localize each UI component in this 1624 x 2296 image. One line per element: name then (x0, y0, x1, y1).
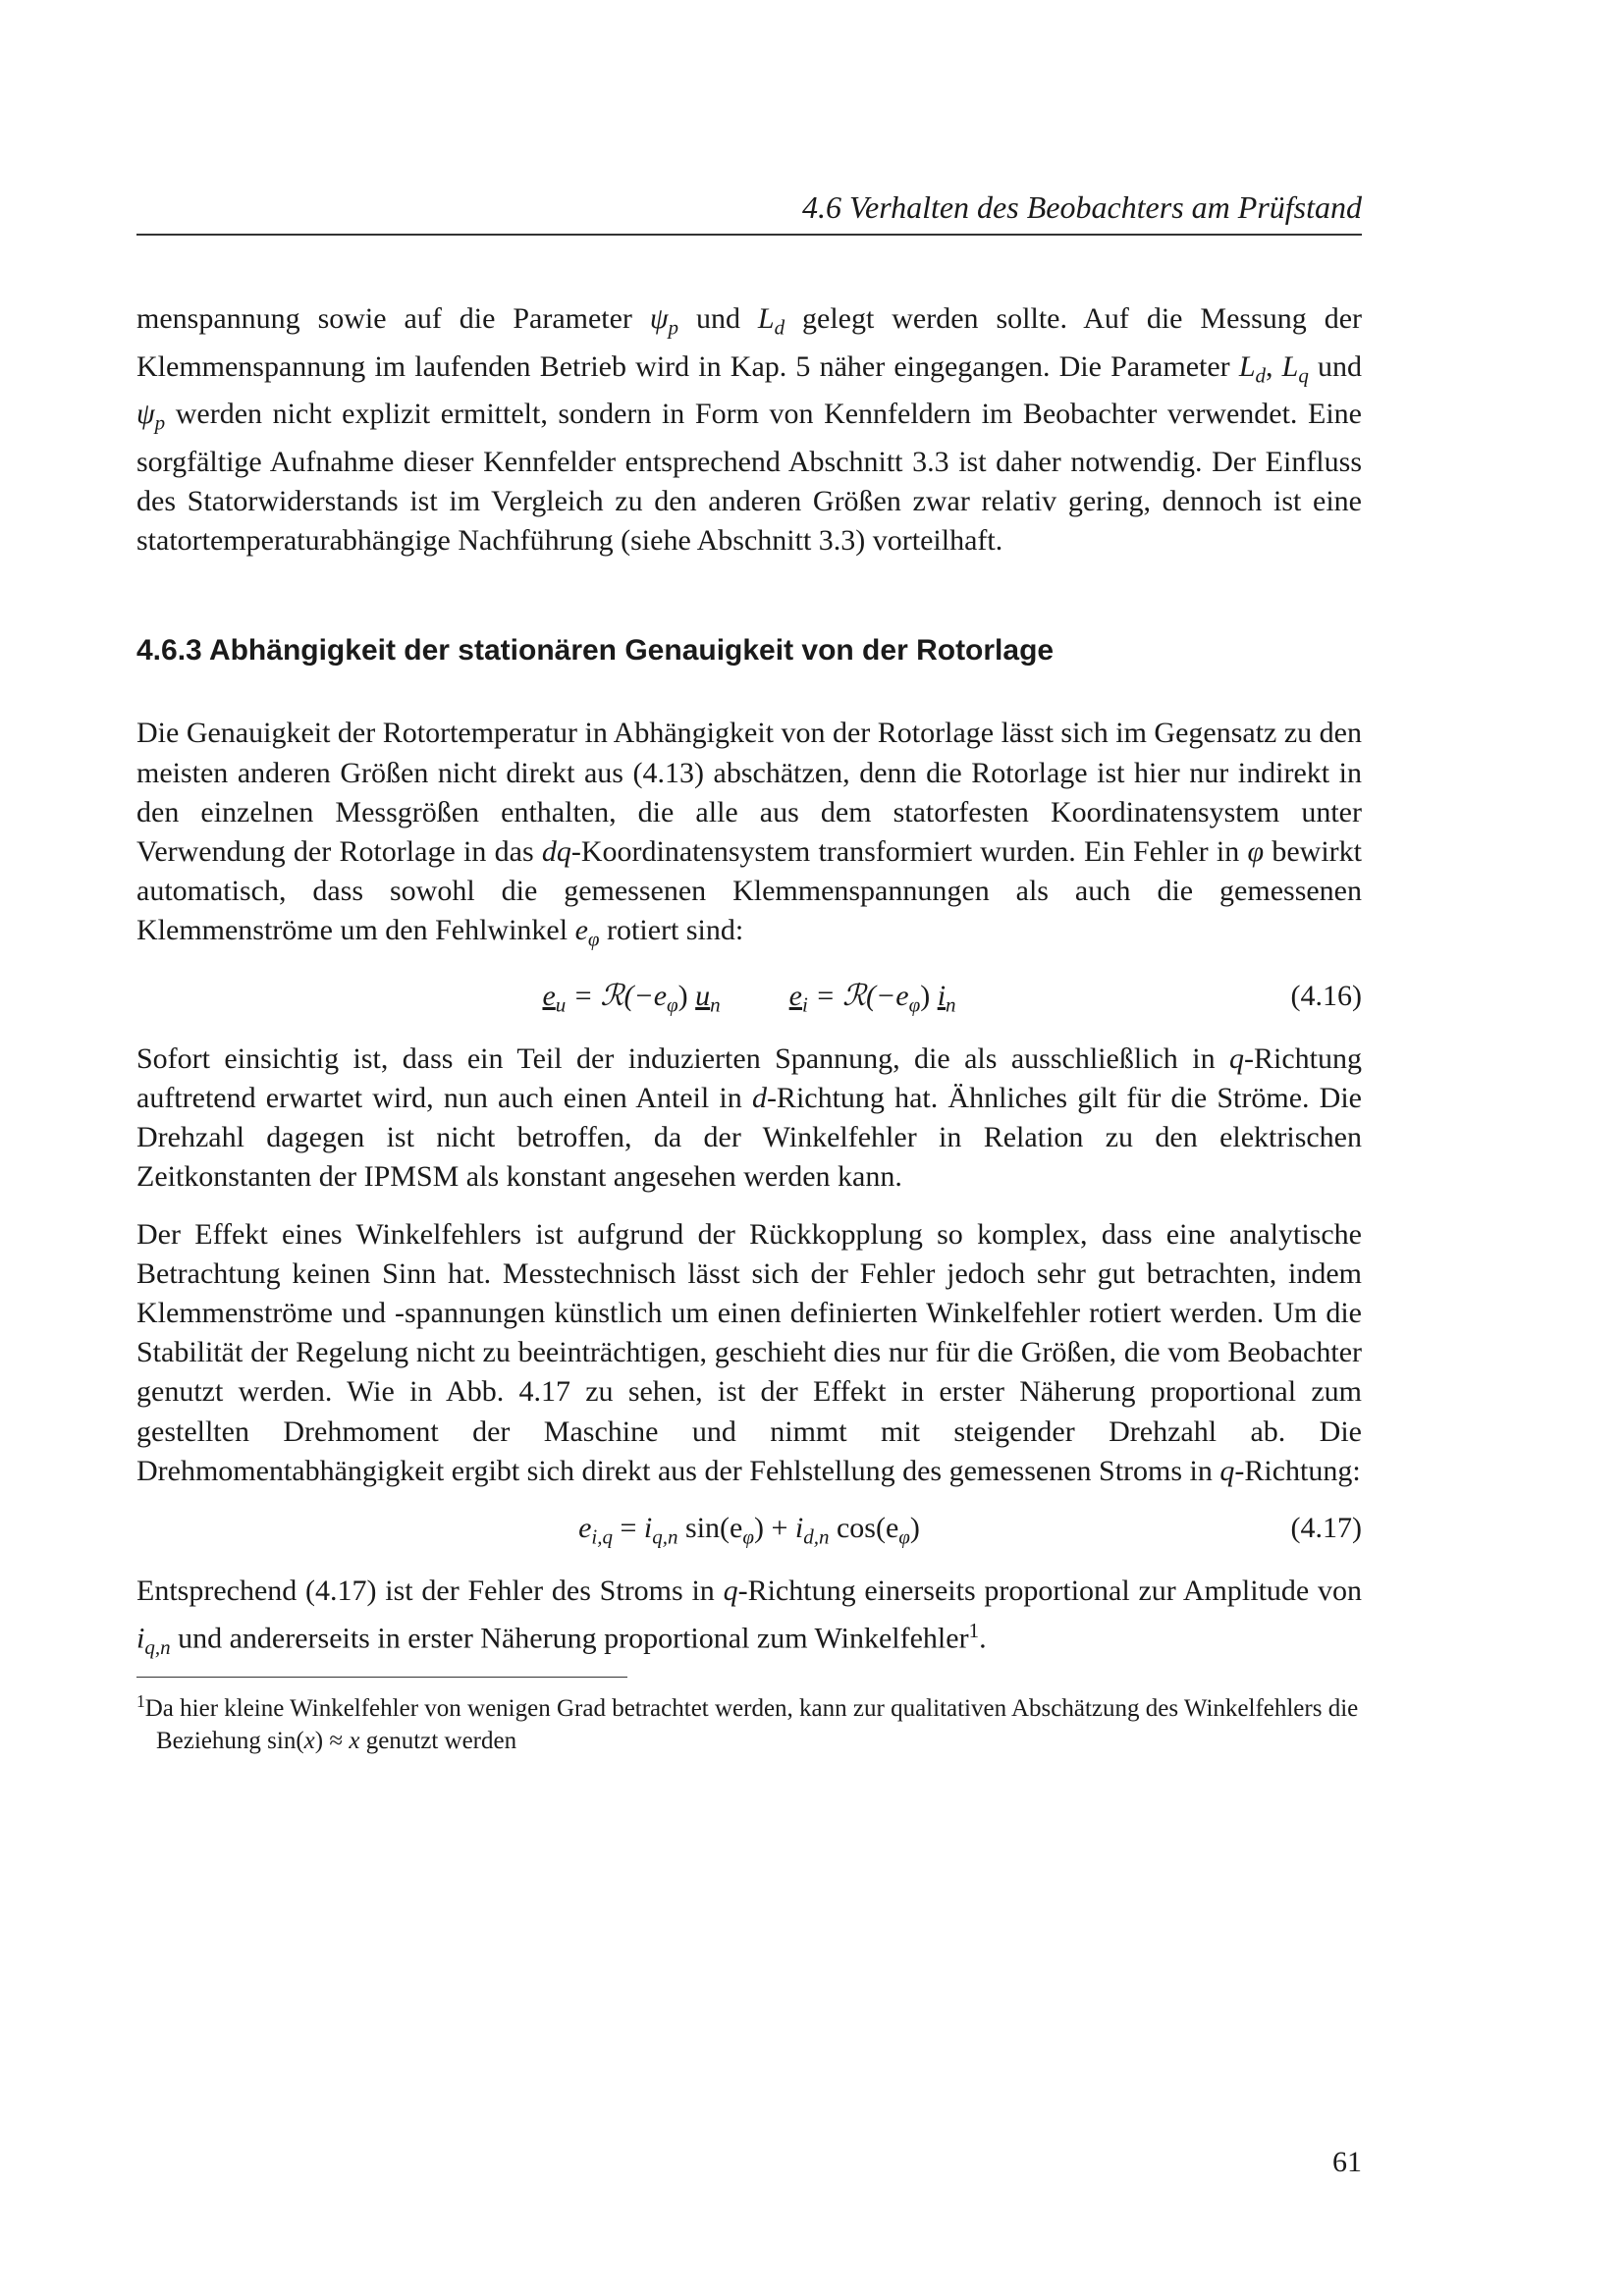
text: und (1308, 349, 1363, 383)
math-symbol: u (695, 979, 711, 1012)
math-symbol: q (1229, 1041, 1244, 1075)
math-expression: ) (920, 979, 938, 1012)
math-expression: = (613, 1512, 644, 1545)
footnote-divider (136, 1677, 627, 1678)
text: -Koordinatensystem transformiert wurden. Ein Fehler in (570, 834, 1248, 868)
text: Entsprechend (4.17) ist der Fehler des Stroms in (136, 1575, 724, 1608)
subscript: i,q (591, 1524, 613, 1549)
math-symbol: L (1238, 349, 1256, 383)
math-symbol: e (574, 914, 588, 947)
math-symbol: i (794, 1512, 804, 1545)
math-expression: = ℛ(−e (566, 979, 668, 1012)
math-symbol: i (643, 1512, 653, 1545)
subscript: i (801, 992, 808, 1017)
subscript: φ (908, 992, 921, 1017)
text: Der Effekt eines Winkelfehlers ist aufgrund der Rückkopplung so komplex, dass eine analytische Betrachtung keinen Sinn hat. Messtechnisch lässt sich der Fehler jedoch sehr gut betrachten, indem Klemmenströme und -spannungen künstlich um einen definierten Winkelfehler rotiert werden. Um die Stabilität der Regelung nicht zu beeinträchtigen, geschieht dies nur für die Größen, die vom Beobachter genutzt werden. Wie in Abb. 4.17 zu sehen, ist der Effekt in erster Näherung proportional zum gestellten Drehmoment der Maschine und nimmt mit steigender Drehzahl ab. Die Drehmomentabhängigkeit ergibt sich direkt aus der Fehlstellung des gemessenen Stroms in (136, 1217, 1362, 1487)
text: Sofort einsichtig ist, dass ein Teil der induzierten Spannung, die als ausschließlich in (136, 1041, 1229, 1075)
math-expression: ) + (753, 1512, 795, 1545)
equation-body (136, 977, 1362, 1025)
subscript: p (154, 410, 166, 435)
subscript: d (1255, 362, 1267, 387)
text: ) ≈ (314, 1728, 350, 1755)
subscript: q (1298, 362, 1309, 387)
text: -Richtung hat. Ähnliches gilt für die Ströme. Die Drehzahl dagegen ist nicht betroffen, da der Winkelfehler in Relation zu den elektrischen Zeitkonstanten der IPMSM als konstant angesehen werden kann. (136, 1082, 1362, 1194)
subscript: u (555, 992, 567, 1017)
text: und andererseits in erster Näherung proportional zum Winkelfehler (170, 1622, 969, 1655)
subscript: φ (898, 1524, 910, 1549)
math-symbol: e (542, 979, 556, 1012)
running-title: 4.6 Verhalten des Beobachters am Prüfstand (801, 189, 1362, 225)
running-header (136, 189, 1362, 236)
math-symbol: e (788, 979, 802, 1012)
equation-body (136, 1509, 1362, 1557)
text: -Richtung auftretend erwartet wird, nun auch einen Anteil in (136, 1041, 1362, 1115)
paragraph-2 (136, 714, 1362, 959)
text: Da hier kleine Winkelfehler von wenigen Grad betrachtet werden, kann zur qualitativen Abschätzung des Winkelfehlers die Beziehung sin( (144, 1695, 1359, 1755)
math-symbol: q (723, 1575, 738, 1608)
footnote (136, 1685, 1362, 1757)
equation-number: (4.16) (1290, 979, 1362, 1012)
math-symbol: ψ (136, 398, 155, 430)
subscript: φ (742, 1524, 754, 1549)
math-symbol: i (937, 979, 947, 1012)
subscript: p (668, 315, 679, 340)
math-symbol: x (303, 1728, 315, 1755)
math-expression: cos(e (829, 1512, 899, 1545)
text: gelegt werden sollte. Auf die Messung der Klemmenspannung im laufenden Betrieb wird in Kap. 5 näher eingegangen. Die Parameter (136, 302, 1363, 383)
math-symbol: x (349, 1728, 360, 1755)
math-symbol: i (136, 1622, 145, 1655)
text: rotiert sind: (599, 914, 744, 947)
page-body (136, 299, 1362, 1757)
math-symbol: L (1281, 349, 1299, 383)
footnote-number: 1 (136, 1691, 145, 1712)
text: menspannung sowie auf die Parameter (136, 302, 650, 335)
math-symbol: e (578, 1512, 592, 1545)
equation-number: (4.17) (1290, 1512, 1362, 1545)
text: Die Genauigkeit der Rotortemperatur in Abhängigkeit von der Rotorlage lässt sich im Gegensatz zu den meisten anderen Größen nicht direkt aus (4.13) abschätzen, denn die Rotorlage ist hier nur indirekt in den einzelnen Messgrößen enthalten, die alle aus dem statorfesten Koordinatensystem unter Verwendung der Rotorlage in das (136, 717, 1362, 868)
math-expression: = ℛ(−e (807, 979, 909, 1012)
page-number: 61 (1332, 2146, 1362, 2178)
equation-4-17 (136, 1509, 1362, 1554)
text: werden nicht explizit ermittelt, sondern in Form von Kennfeldern im Beobachter verwendet. Eine sorgfältige Aufnahme dieser Kennfelder entsprechend Abschnitt 3.3 ist daher notwendig. Der Einfluss des Statorwiderstands ist im Vergleich zu den anderen Größen zwar relativ gering, dennoch ist eine statortemperaturabhängige Nachführung (siehe Abschnitt 3.3) vorteilhaft. (136, 398, 1362, 557)
paragraph-4 (136, 1215, 1362, 1491)
subscript: d,n (803, 1524, 830, 1549)
text: . (979, 1622, 987, 1655)
text: -Richtung: (1234, 1454, 1361, 1487)
math-symbol: L (757, 302, 775, 335)
math-expression: ) (677, 979, 696, 1012)
section-heading: 4.6.3 Abhängigkeit der stationären Genauigkeit von der Rotorlage (136, 634, 1055, 667)
math-symbol: ψ (649, 302, 669, 335)
text: und (678, 302, 758, 335)
text: bewirkt automatisch, dass sowohl die gemessenen Klemmenspannungen als auch die gemessenen Klemmenströme um den Fehlwinkel (136, 834, 1362, 947)
paragraph-5 (136, 1572, 1362, 1667)
subscript: q,n (652, 1524, 678, 1549)
equation-4-16 (136, 977, 1362, 1022)
subscript: n (710, 992, 721, 1017)
text: genutzt werden (359, 1728, 517, 1755)
subscript: φ (667, 992, 678, 1017)
subscript: n (946, 992, 956, 1017)
footnote-marker[interactable]: 1 (968, 1619, 980, 1643)
math-symbol: d (751, 1082, 767, 1115)
subscript: d (774, 315, 785, 340)
math-expression: ) (909, 1512, 920, 1545)
math-expression: sin(e (677, 1512, 743, 1545)
paragraph-1 (136, 299, 1362, 561)
math-symbol: dq (541, 834, 571, 868)
math-symbol: q (1219, 1454, 1235, 1487)
paragraph-3 (136, 1040, 1362, 1198)
subscript: φ (587, 927, 600, 951)
text: -Richtung einerseits proportional zur Amplitude von (737, 1575, 1362, 1608)
math-symbol: φ (1247, 834, 1265, 868)
subscript: q,n (144, 1635, 171, 1660)
text: , (1266, 349, 1282, 383)
